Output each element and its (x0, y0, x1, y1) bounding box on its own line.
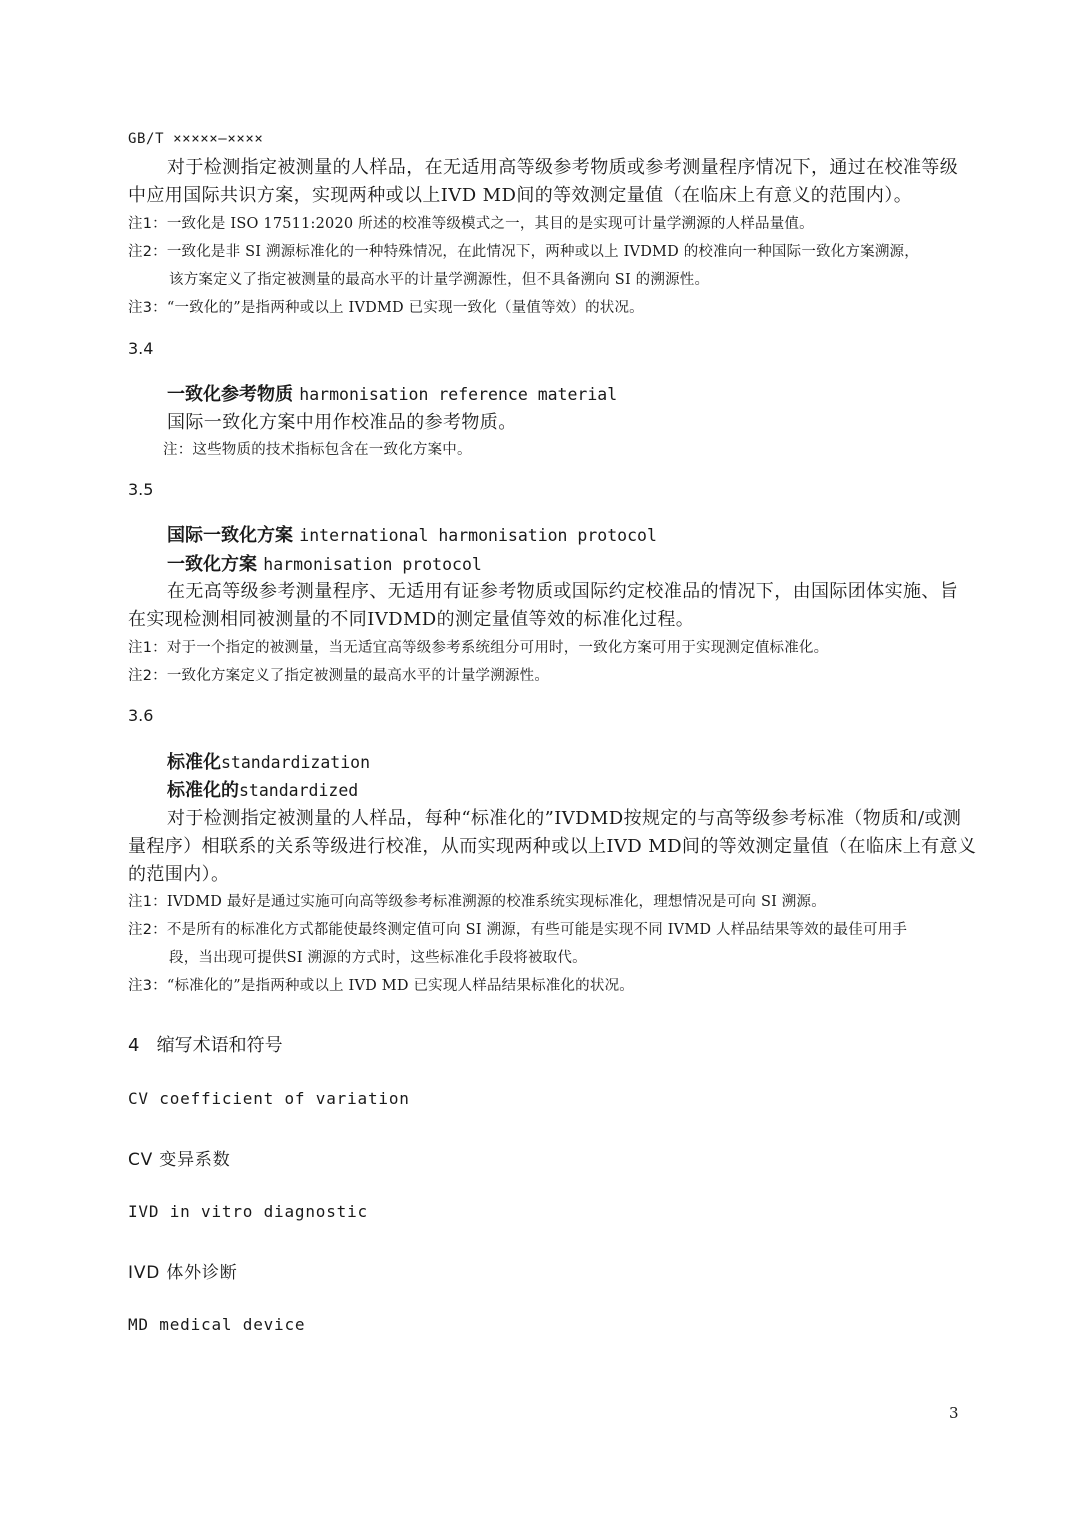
abbreviation-entry: IVD in vitro diagnostic (128, 1202, 368, 1221)
term-zh: 一致化参考物质 (167, 384, 293, 405)
clause-number-3-6: 3.6 (128, 706, 154, 725)
abbreviation-entry: IVD 体外诊断 (128, 1263, 238, 1283)
term-zh: 标准化的 (167, 780, 239, 801)
note-label: 注2： (128, 668, 167, 684)
abbreviation-entry: MD medical device (128, 1315, 306, 1334)
section-4-heading (128, 1031, 283, 1057)
note-label: 注3： (128, 300, 167, 316)
intro-note-2-continuation: 该方案定义了指定被测量的最高水平的计量学溯源性，但不具备溯向 SI 的溯源性。 (169, 272, 710, 288)
definition-3-6-line-2: 量程序）相联系的关系等级进行校准，从而实现两种或以上IVD MD间的等效测定量值（在临床上有意义 (128, 836, 977, 857)
note-text: 一致化是非 SI 溯源标准化的一种特殊情况，在此情况下，两种或以上 IVDMD 的校准向一种国际一致化方案溯源， (166, 244, 919, 260)
note-text: 不是所有的标准化方式都能使最终测定值可向 SI 溯源，有些可能是实现不同 IVMD 人样品结果等效的最佳可用手 (166, 922, 908, 938)
note-label: 注2： (128, 922, 167, 938)
note-text: 对于一个指定的被测量，当无适宜高等级参考系统组分可用时，一致化方案可用于实现测定值标准化。 (166, 640, 829, 656)
note-label: 注1： (128, 640, 167, 656)
intro-note-3 (128, 296, 644, 317)
term-zh: 标准化 (167, 752, 221, 773)
clause-number-3-4: 3.4 (128, 339, 154, 358)
abbreviation-entry: CV coefficient of variation (128, 1089, 410, 1108)
definition-3-5-line-2: 在实现检测相同被测量的不同IVDMD的测定量值等效的标准化过程。 (128, 609, 695, 630)
note-3-5-1 (128, 636, 828, 657)
definition-3-6-line-3: 的范围内）。 (128, 864, 230, 885)
note-text: “标准化的”是指两种或以上 IVD MD 已实现人样品结果标准化的状况。 (166, 978, 634, 994)
term-en: standardized (239, 781, 359, 800)
intro-paragraph-line-1: 对于检测指定被测量的人样品，在无适用高等级参考物质或参考测量程序情况下，通过在校准等级 (167, 157, 959, 178)
note-3-6-2 (128, 918, 907, 939)
term-en: harmonisation reference material (299, 385, 618, 404)
note-label: 注3： (128, 978, 167, 994)
note-3-6-2-continuation: 段，当出现可提供SI 溯源的方式时，这些标准化手段将被取代。 (169, 950, 587, 966)
note-3-5-2 (128, 664, 549, 685)
clause-number-3-5: 3.5 (128, 480, 154, 499)
note-label: 注1： (128, 894, 167, 910)
note-label: 注1： (128, 216, 167, 232)
term-en: harmonisation protocol (263, 555, 482, 574)
term-zh: 国际一致化方案 (167, 525, 293, 546)
note-text: 一致化是 ISO 17511:2020 所述的校准等级模式之一，其目的是实现可计量学溯源的人样品量值。 (166, 216, 814, 232)
definition-3-5-line-1: 在无高等级参考测量程序、无适用有证参考物质或国际约定校准品的情况下，由国际团体实施、旨 (167, 581, 959, 602)
note-3-6-3 (128, 974, 634, 995)
section-number: 4 (128, 1035, 140, 1056)
page-number: 3 (949, 1404, 959, 1422)
section-title: 缩写术语和符号 (156, 1035, 283, 1056)
term-standardized (167, 776, 358, 802)
note-3-6-1 (128, 890, 826, 911)
note-label: 注2： (128, 244, 167, 260)
intro-note-1 (128, 212, 814, 233)
term-en: standardization (221, 753, 371, 772)
note-text: 这些物质的技术指标包含在一致化方案中。 (192, 442, 472, 458)
intro-note-2 (128, 240, 919, 261)
term-standardization (167, 748, 370, 774)
note-text: “一致化的”是指两种或以上 IVDMD 已实现一致化（量值等效）的状况。 (166, 300, 644, 316)
note-text: IVDMD 最好是通过实施可向高等级参考标准溯源的校准系统实现标准化，理想情况是可向 SI 溯源。 (166, 894, 826, 910)
definition-3-4: 国际一致化方案中用作校准品的参考物质。 (167, 412, 517, 433)
term-harmonisation-reference-material (167, 380, 617, 406)
note-3-4 (163, 438, 472, 459)
term-zh: 一致化方案 (167, 554, 257, 575)
note-label: 注： (163, 442, 193, 458)
term-international-harmonisation-protocol (167, 521, 657, 547)
definition-3-6-line-1: 对于检测指定被测量的人样品，每种“标准化的”IVDMD按规定的与高等级参考标准（物质和/或测 (167, 808, 962, 829)
abbreviation-entry: CV 变异系数 (128, 1150, 231, 1170)
intro-paragraph-line-2: 中应用国际共识方案，实现两种或以上IVD MD间的等效测定量值（在临床上有意义的范围内）。 (128, 185, 913, 206)
term-en: international harmonisation protocol (299, 526, 657, 545)
term-harmonisation-protocol (167, 550, 482, 576)
standard-code: GB/T ×××××—×××× (128, 131, 264, 147)
note-text: 一致化方案定义了指定被测量的最高水平的计量学溯源性。 (166, 668, 550, 684)
